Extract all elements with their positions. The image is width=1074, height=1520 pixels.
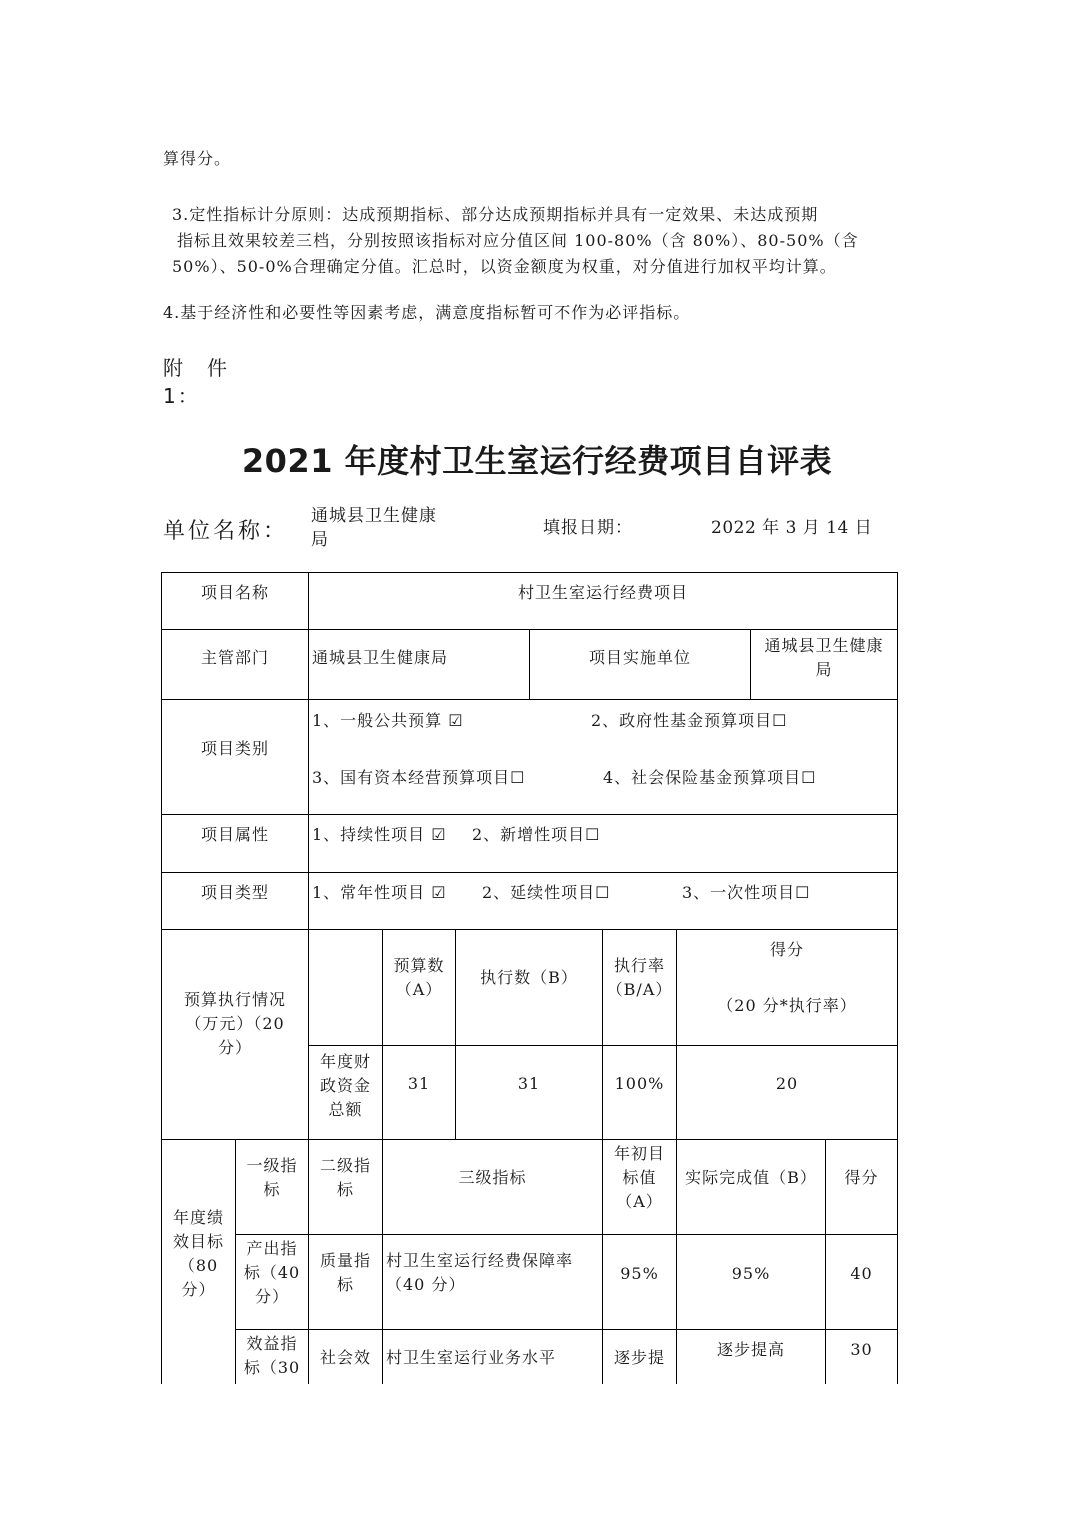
category-option-general-budget: 1、一般公共预算 ☑ xyxy=(312,711,464,730)
perf-actual-cell xyxy=(676,1234,826,1330)
perf-h-target-cell xyxy=(602,1139,677,1235)
perf-h-target-line: （A） xyxy=(616,1192,663,1211)
budget-col-exec-cell xyxy=(455,929,603,1046)
perf-score: 30 xyxy=(850,1340,873,1359)
perf-level3-line: （40 分） xyxy=(386,1275,466,1294)
score-value-cell xyxy=(676,1045,898,1140)
perf-target: 95% xyxy=(620,1264,659,1283)
perf-h-level1-line: 一级指 xyxy=(246,1156,298,1175)
budget-label-line: 预算执行情况 xyxy=(183,990,286,1009)
project-name-label-cell xyxy=(161,572,309,630)
impl-value-line: 局 xyxy=(815,660,833,679)
perf-h-score-cell xyxy=(825,1139,898,1235)
perf-level3-line: 村卫生室运行经费保障率 xyxy=(386,1251,574,1270)
budget-value: 31 xyxy=(407,1074,431,1093)
perf-target-cell xyxy=(602,1234,677,1330)
attr-option-new: 2、新增性项目☐ xyxy=(472,825,601,844)
budget-label-line: （万元）（20 xyxy=(185,1014,285,1033)
unit-value xyxy=(311,504,437,552)
perf-target: 逐步提 xyxy=(613,1348,665,1367)
budget-label-line: 分） xyxy=(217,1038,252,1057)
rate-value-cell xyxy=(602,1045,677,1140)
type-option-annual: 1、常年性项目 ☑ xyxy=(312,883,447,902)
attr-label-cell xyxy=(161,814,309,873)
project-name-value: 村卫生室运行经费项目 xyxy=(517,583,688,602)
budget-row-label-line: 政资金 xyxy=(319,1076,371,1095)
category-option-gov-fund: 2、政府性基金预算项目☐ xyxy=(591,711,788,730)
type-option-extended: 2、延续性项目☐ xyxy=(482,883,611,902)
date-label: 填报日期： xyxy=(543,518,633,538)
perf-level3-line: 村卫生室运行业务水平 xyxy=(386,1348,557,1367)
impl-value-cell xyxy=(750,629,898,700)
perf-h-level2-line: 标 xyxy=(336,1180,354,1199)
unit-label: 单位名称： xyxy=(163,519,289,544)
perf-label-line: 效目标 xyxy=(172,1232,224,1251)
category-option-social-insurance: 4、社会保险基金预算项目☐ xyxy=(603,768,817,787)
perf-h-level1-line: 标 xyxy=(263,1180,281,1199)
dept-value: 通城县卫生健康局 xyxy=(312,648,449,667)
attachment-number: 1： xyxy=(163,384,200,408)
category-label-cell xyxy=(161,699,309,815)
category-option-state-capital: 3、国有资本经营预算项目☐ xyxy=(312,768,526,787)
perf-h-score: 得分 xyxy=(844,1168,879,1187)
rate-value: 100% xyxy=(614,1074,665,1093)
perf-level1-line: 标（30 xyxy=(243,1358,301,1377)
unit-value-line: 通城县卫生健康 xyxy=(311,506,437,526)
perf-level2-line: 质量指 xyxy=(319,1251,371,1270)
perf-h-actual: 实际完成值（B） xyxy=(685,1168,817,1187)
intro-line: 算得分。 xyxy=(163,149,232,168)
perf-h-level2-line: 二级指 xyxy=(319,1156,371,1175)
attr-option-continuing: 1、持续性项目 ☑ xyxy=(312,825,447,844)
budget-col-budget-line: （A） xyxy=(395,980,443,999)
impl-label-cell xyxy=(529,629,751,700)
perf-h-actual-cell xyxy=(676,1139,826,1235)
perf-h-target-line: 年初目 xyxy=(613,1144,665,1163)
perf-level3-cell xyxy=(382,1234,603,1330)
exec-value: 31 xyxy=(517,1074,541,1093)
budget-value-cell xyxy=(382,1045,456,1140)
perf-level1-line: 效益指 xyxy=(246,1334,298,1353)
budget-col-exec: 执行数（B） xyxy=(480,968,578,987)
attr-label: 项目属性 xyxy=(200,825,269,844)
page-title: 2021 年度村卫生室运行经费项目自评表 xyxy=(241,442,833,480)
perf-label-line: 年度绩 xyxy=(172,1208,224,1227)
perf-h-level3: 三级指标 xyxy=(458,1168,527,1187)
date-value: 2022 年 3 月 14 日 xyxy=(711,518,873,538)
rule-3-line-1: 3.定性指标计分原则：达成预期指标、部分达成预期指标并具有一定效果、未达成预期 xyxy=(172,205,819,224)
score-value: 20 xyxy=(775,1074,799,1093)
perf-label-line: 分） xyxy=(181,1280,216,1299)
category-options-cell xyxy=(308,699,898,815)
dept-label: 主管部门 xyxy=(200,648,269,667)
perf-score: 40 xyxy=(850,1264,873,1283)
project-name-value-cell xyxy=(308,572,898,630)
perf-level1-line: 分） xyxy=(254,1287,289,1306)
dept-value-cell xyxy=(308,629,530,700)
budget-col-budget-line: 预算数 xyxy=(393,956,445,975)
perf-h-level2-cell xyxy=(308,1139,383,1235)
rule-3-line-2: 指标且效果较差三档，分别按照该指标对应分值区间 100-80%（含 80%）、80-50%（含 xyxy=(177,231,859,250)
budget-row-label-line: 年度财 xyxy=(319,1052,371,1071)
perf-level2-line: 社会效 xyxy=(319,1348,371,1367)
type-label: 项目类型 xyxy=(200,883,269,902)
budget-label-cell xyxy=(161,929,309,1140)
rule-4: 4.基于经济性和必要性等因素考虑，满意度指标暂可不作为必评指标。 xyxy=(163,303,691,322)
table-row xyxy=(235,1234,309,1330)
budget-col-score-cell xyxy=(676,929,898,1046)
project-name-label: 项目名称 xyxy=(200,583,269,602)
perf-h-target-line: 标值 xyxy=(622,1168,657,1187)
perf-h-level3-cell xyxy=(382,1139,603,1235)
perf-label-line: （80 xyxy=(178,1256,219,1275)
budget-col-rate-line: 执行率 xyxy=(613,956,665,975)
budget-col-score-line: 得分 xyxy=(769,940,804,959)
budget-col-budget-cell xyxy=(382,929,456,1046)
perf-level1-line: 产出指 xyxy=(246,1239,298,1258)
budget-row-label-line: 总额 xyxy=(328,1100,363,1119)
perf-score-cell xyxy=(825,1234,898,1330)
budget-blank-header-cell xyxy=(308,929,383,1046)
exec-value-cell xyxy=(455,1045,603,1140)
rule-3-line-3: 50%）、50-0%合理确定分值。汇总时，以资金额度为权重，对分值进行加权平均计算。 xyxy=(172,257,837,276)
attachment-label: 附 件 xyxy=(163,356,229,380)
impl-label: 项目实施单位 xyxy=(588,648,691,667)
page-bottom-margin xyxy=(0,1384,1074,1520)
category-label: 项目类别 xyxy=(200,739,269,758)
type-option-one-time: 3、一次性项目☐ xyxy=(682,883,811,902)
perf-label-cell xyxy=(161,1139,236,1399)
type-options-cell xyxy=(308,872,898,930)
unit-value-line: 局 xyxy=(311,530,329,550)
perf-level1-line: 标（40 xyxy=(243,1263,301,1282)
budget-col-rate-cell xyxy=(602,929,677,1046)
perf-level2-line: 标 xyxy=(336,1275,354,1294)
attr-options-cell xyxy=(308,814,898,873)
budget-row-label-cell xyxy=(308,1045,383,1140)
perf-level2-cell xyxy=(308,1234,383,1330)
dept-label-cell xyxy=(161,629,309,700)
perf-actual: 95% xyxy=(731,1264,771,1283)
budget-col-rate-line: （B/A） xyxy=(606,980,673,999)
perf-actual: 逐步提高 xyxy=(716,1340,785,1359)
impl-value-line: 通城县卫生健康 xyxy=(764,636,884,655)
type-label-cell xyxy=(161,872,309,930)
perf-h-level1-cell xyxy=(235,1139,309,1235)
budget-col-score-line: （20 分*执行率） xyxy=(717,996,857,1015)
